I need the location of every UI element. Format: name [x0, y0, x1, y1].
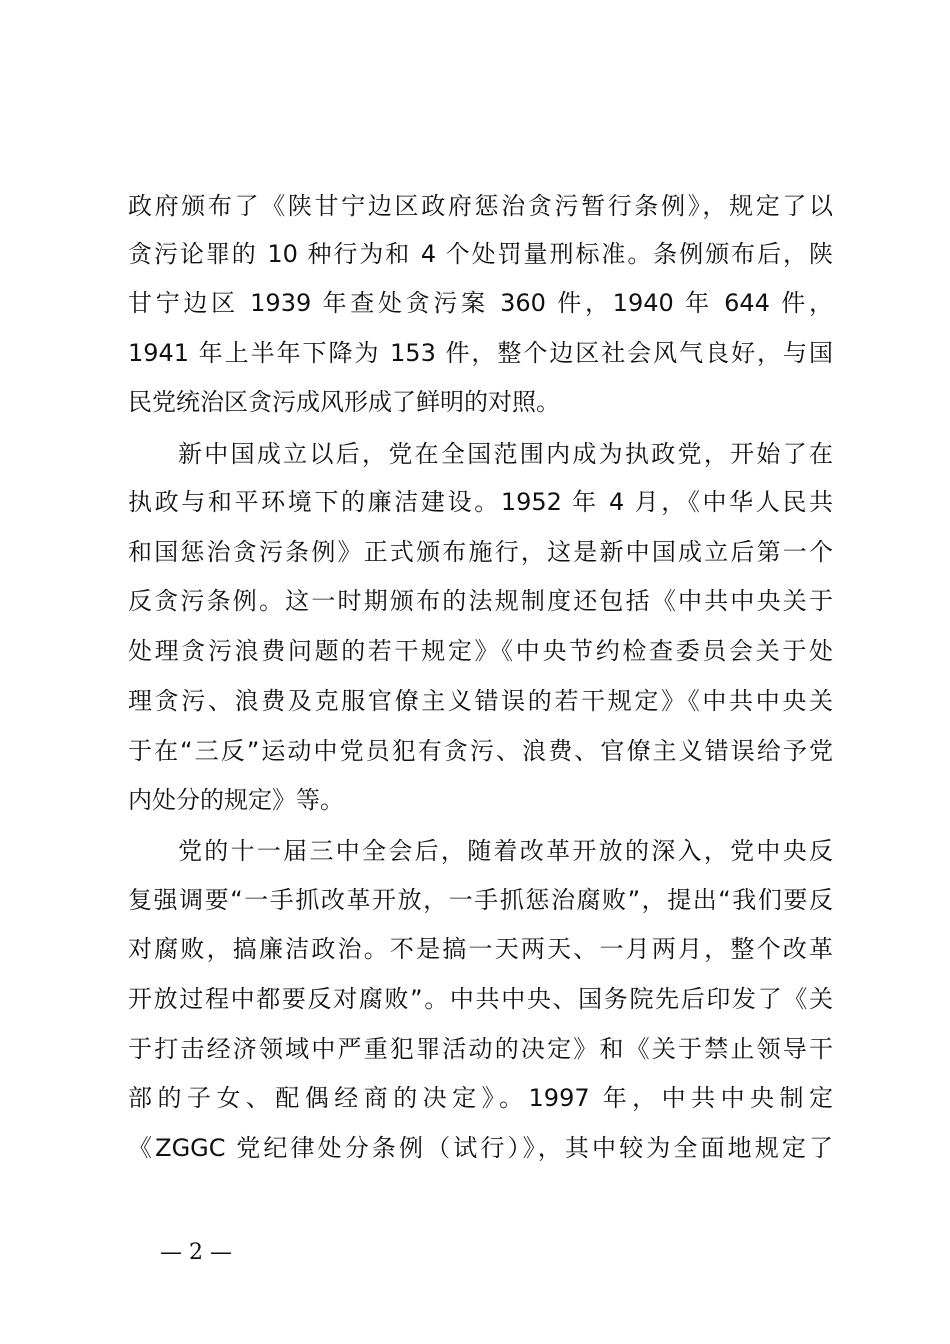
paragraph-3-line-7: 《ZGGC 党纪律处分条例（试行）》，其中较为全面地规定了	[128, 1134, 833, 1162]
paragraph-2-line-6: 理贪污、浪费及克服官僚主义错误的若干规定》《中共中央关	[128, 687, 833, 715]
paragraph-3-line-6: 部的子女、配偶经商的决定》。1997 年，中共中央制定	[128, 1084, 833, 1112]
paragraph-1-line-4: 1941 年上半年下降为 153 件，整个边区社会风气良好，与国	[128, 339, 833, 367]
paragraph-2-line-8: 内处分的规定》等。	[128, 786, 344, 814]
paragraph-2-line-2: 执政与和平环境下的廉洁建设。1952 年 4 月，《中华人民共	[128, 488, 833, 516]
paragraph-3-line-3: 对腐败，搞廉洁政治。不是搞一天两天、一月两月，整个改革	[128, 935, 833, 963]
paragraph-2-line-4: 反贪污条例。这一时期颁布的法规制度还包括《中共中央关于	[128, 587, 833, 615]
paragraph-2-line-1: 新中国成立以后，党在全国范围内成为执政党，开始了在	[178, 440, 833, 468]
paragraph-1-line-3: 甘宁边区 1939 年查处贪污案 360 件，1940 年 644 件，	[128, 289, 833, 317]
paragraph-2-line-3: 和国惩治贪污条例》正式颁布施行，这是新中国成立后第一个	[128, 538, 833, 566]
paragraph-1-line-1: 政府颁布了《陕甘宁边区政府惩治贪污暂行条例》，规定了以	[128, 192, 833, 220]
paragraph-3-line-2: 复强调要“一手抓改革开放，一手抓惩治腐败”，提出“我们要反	[128, 886, 833, 914]
paragraph-1-line-5: 民党统治区贪污成风形成了鲜明的对照。	[128, 388, 560, 416]
paragraph-3-line-4: 开放过程中都要反对腐败”。中共中央、国务院先后印发了《关	[128, 985, 833, 1013]
paragraph-3-line-1: 党的十一届三中全会后，随着改革开放的深入，党中央反	[178, 837, 833, 865]
paragraph-1-line-2: 贪污论罪的 10 种行为和 4 个处罚量刑标准。条例颁布后，陕	[128, 240, 833, 268]
paragraph-2-line-5: 处理贪污浪费问题的若干规定》《中央节约检查委员会关于处	[128, 637, 833, 665]
paragraph-3-line-5: 于打击经济领域中严重犯罪活动的决定》和《关于禁止领导干	[128, 1035, 833, 1063]
paragraph-2-line-7: 于在“三反”运动中党员犯有贪污、浪费、官僚主义错误给予党	[128, 737, 833, 765]
page-number: — 2 —	[160, 1240, 232, 1265]
